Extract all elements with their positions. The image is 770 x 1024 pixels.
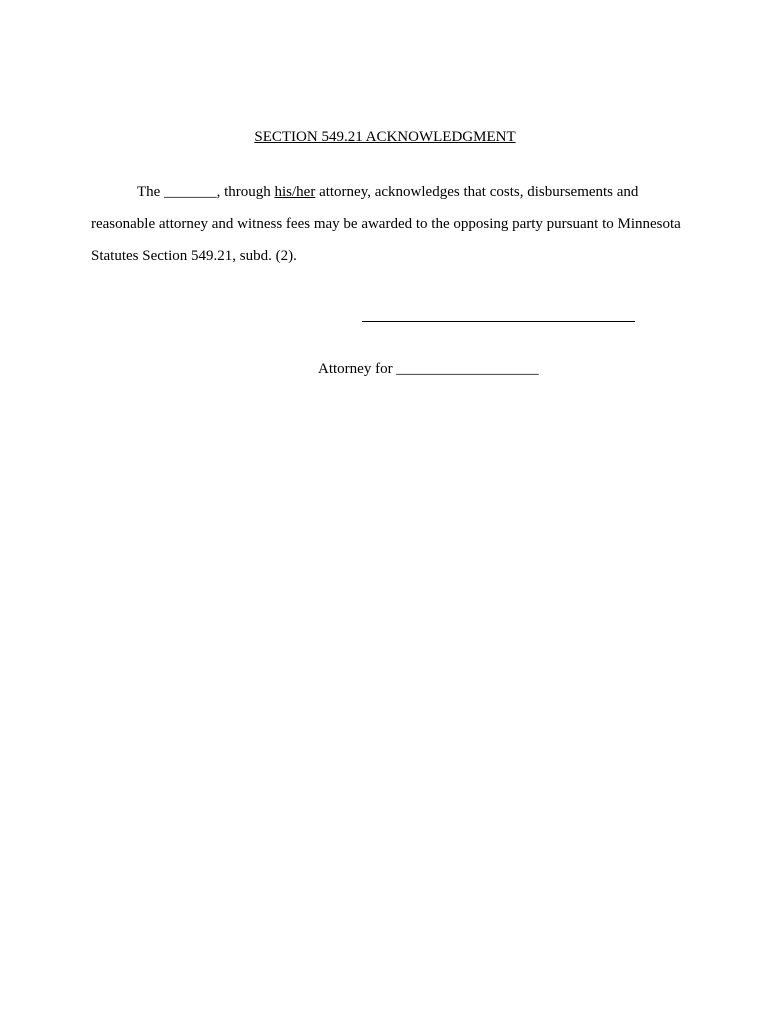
his-her-text: his/her bbox=[274, 184, 316, 200]
document-title-text: SECTION 549.21 ACKNOWLEDGMENT bbox=[254, 129, 516, 145]
paragraph-line-1-prefix: The _______, through bbox=[137, 184, 275, 200]
attorney-for-label: Attorney for ___________________ bbox=[318, 361, 539, 377]
paragraph-line-1-suffix: attorney, acknowledges that costs, disbursements and bbox=[315, 184, 639, 200]
paragraph-line-3: Statutes Section 549.21, subd. (2). bbox=[91, 248, 297, 264]
acknowledgment-paragraph bbox=[91, 176, 681, 272]
document-title bbox=[0, 128, 770, 146]
signature-line bbox=[362, 321, 635, 322]
paragraph-line-1 bbox=[91, 176, 671, 208]
paragraph-line-2: reasonable attorney and witness fees may be awarded to the opposing party pursuant to Minnesota bbox=[91, 216, 681, 232]
